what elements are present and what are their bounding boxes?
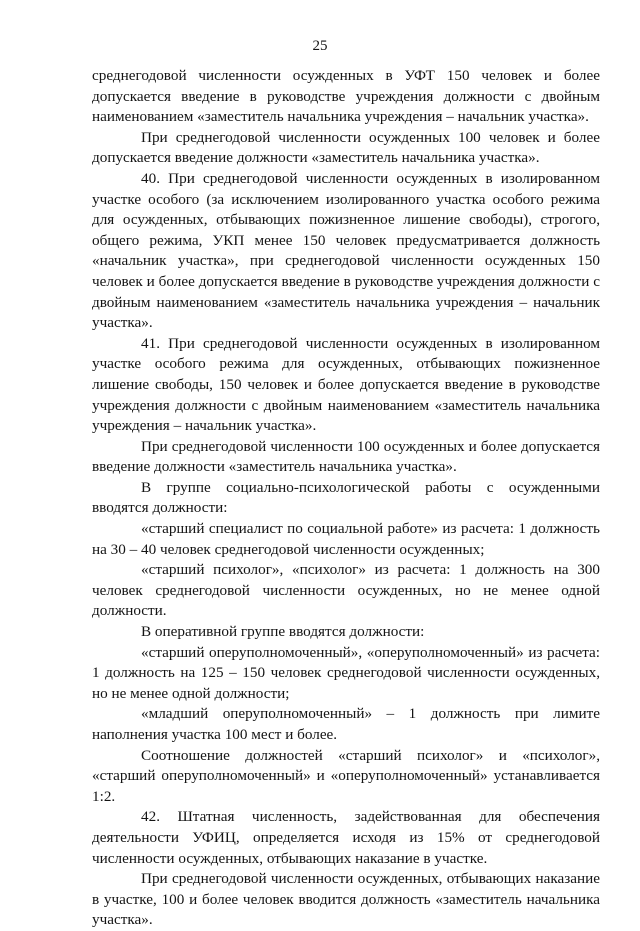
paragraph-item-40: 40. При среднегодовой численности осужденных в изолированном участке особого (за исключением изолированного участка особого режима для осужденных, отбывающих пожизненное лишение свободы), строгого, общего режима, УКП менее 150 человек предусматривается должность «начальник участка», при среднегодовой численности осужденных 150 человек и более допускается введение в руководстве учреждения должности с двойным наименованием «заместитель начальника учреждения – начальник участка». xyxy=(92,169,600,332)
paragraph: В оперативной группе вводятся должности: xyxy=(141,623,425,641)
paragraph-item-41: 41. При среднегодовой численности осужденных в изолированном участке особого режима для осужденных, отбывающих пожизненное лишение свободы, 150 человек и более допускается введение в руководстве учреждения должности с двойным наименованием «заместитель начальника учреждения – начальник участка». xyxy=(92,334,600,435)
paragraph: В группе социально-психологической работы с осужденными вводятся должности: xyxy=(92,478,600,517)
paragraph: среднегодовой численности осужденных в УФТ 150 человек и более допускается введение в руководстве учреждения должности с двойным наименованием «заместитель начальника учреждения – начальник участка». xyxy=(92,67,600,126)
paragraph: «старший психолог», «психолог» из расчета: 1 должность на 300 человек среднегодовой численности осужденных, но не менее одной должности. xyxy=(92,561,600,620)
page-number: 25 xyxy=(312,38,328,54)
paragraph: При среднегодовой численности 100 осужденных и более допускается введение должности «заместитель начальника участка». xyxy=(92,437,600,476)
paragraph: Соотношение должностей «старший психолог» и «психолог», «старший оперуполномоченный» и «оперуполномоченный» устанавливается 1:2. xyxy=(92,746,600,805)
paragraph: При среднегодовой численности осужденных 100 человек и более допускается введение должности «заместитель начальника участка». xyxy=(92,128,600,167)
paragraph: При среднегодовой численности осужденных, отбывающих наказание в участке, 100 и более человек вводится должность «заместитель начальника участка». xyxy=(92,870,600,929)
paragraph: «младший оперуполномоченный» – 1 должность при лимите наполнения участка 100 мест и более. xyxy=(92,705,600,743)
paragraph: «старший специалист по социальной работе» из расчета: 1 должность на 30 – 40 человек среднегодовой численности осужденных; xyxy=(92,520,600,558)
document-body xyxy=(92,66,600,931)
paragraph-item-42: 42. Штатная численность, задействованная для обеспечения деятельности УФИЦ, определяется исходя из 15% от среднегодовой численности осужденных, отбывающих наказание в участке. xyxy=(92,808,600,867)
paragraph: «старший оперуполномоченный», «оперуполномоченный» из расчета: 1 должность на 125 – 150 человек среднегодовой численности осужденных, но не менее одной должности; xyxy=(92,643,600,702)
